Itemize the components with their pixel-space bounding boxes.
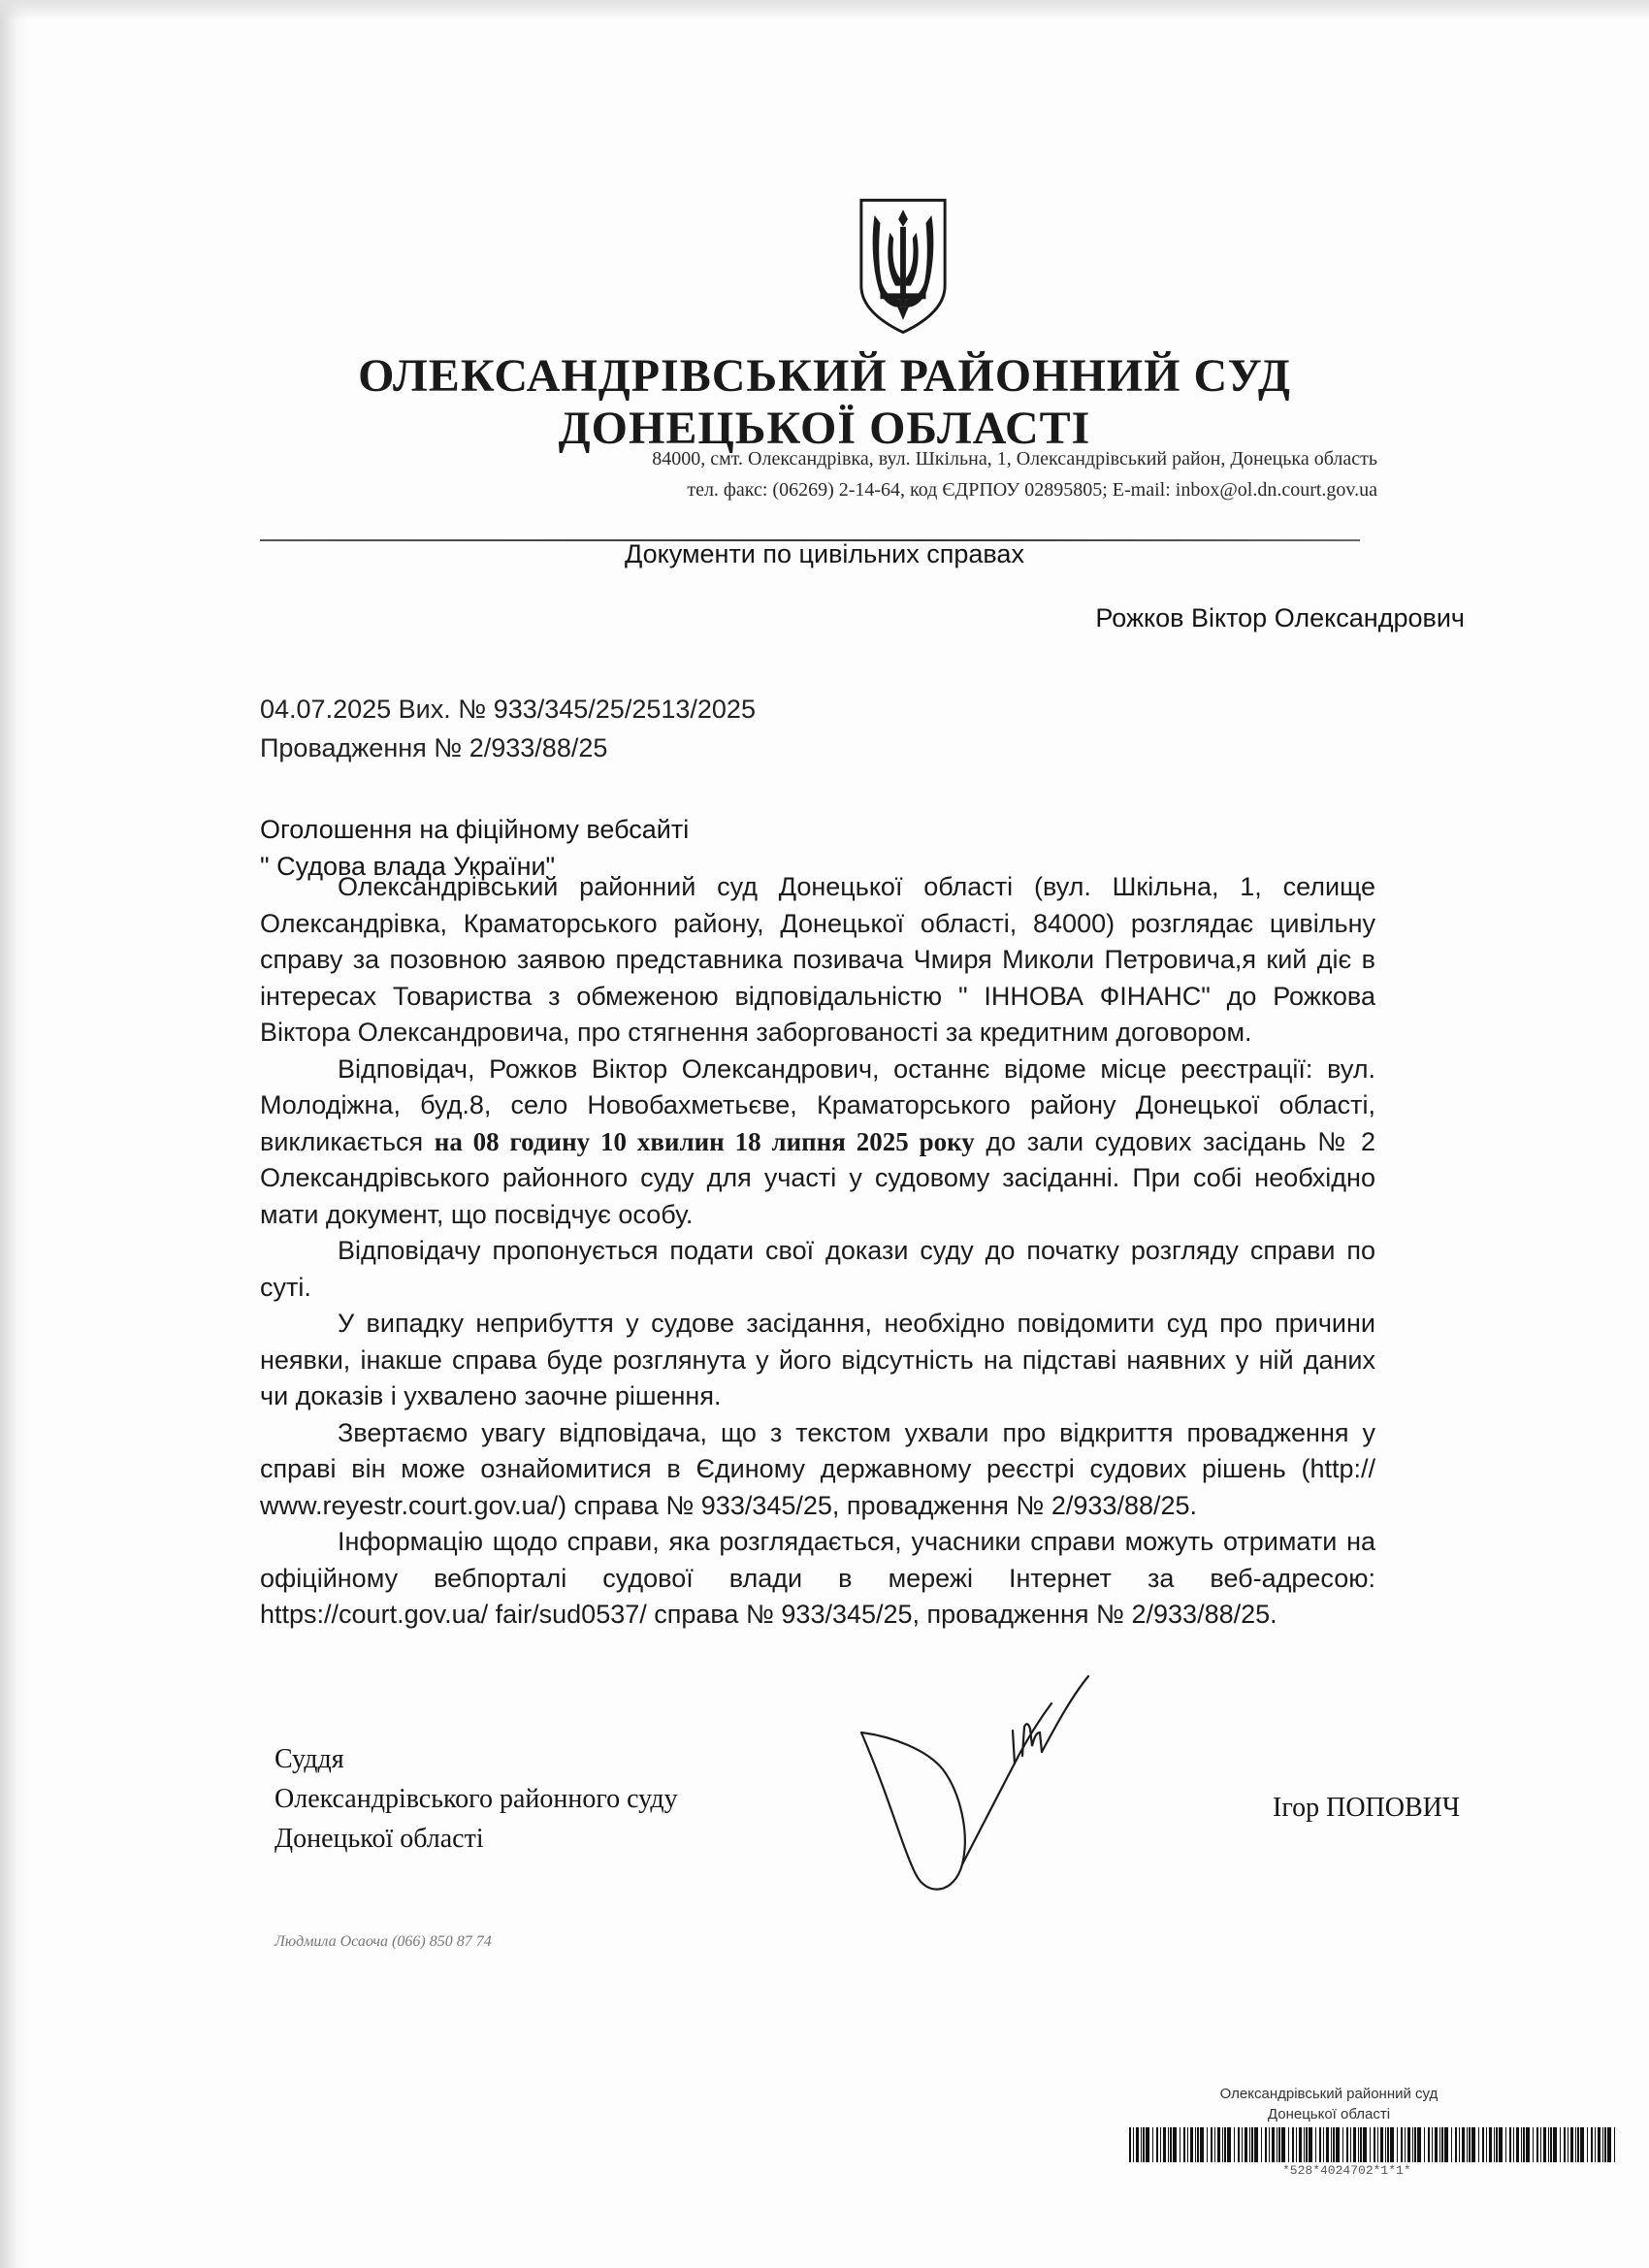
barcode-bar: [1292, 2127, 1294, 2162]
barcode-bar: [1407, 2127, 1410, 2162]
barcode-bar: [1309, 2127, 1312, 2162]
court-contacts: тел. факс: (06269) 2-14-64, код ЄДРПОУ 02895805; E-mail: inbox@ol.dn.court.gov.ua: [687, 479, 1377, 501]
handwritten-signature-icon: [834, 1669, 1145, 1921]
notice-subtitle: " Судова влада України": [260, 852, 556, 881]
barcode-bar: [1370, 2127, 1371, 2162]
barcode-bar: [1377, 2127, 1378, 2162]
paragraph-absence: У випадку неприбуття у судове засідання, необхідно повідомити суд про причини неявки, інакше справа буде розглянута у його відсутність на підставі наявних у ній даних чи доказів і ухвалено заочне рішення.: [260, 1309, 1375, 1410]
barcode-bar: [1513, 2127, 1514, 2162]
ukraine-trident-icon: [856, 194, 951, 338]
barcode-bar: [1249, 2127, 1250, 2162]
barcode-bar: [1417, 2127, 1421, 2162]
barcode-bar: [1607, 2127, 1611, 2162]
barcode-bar: [1163, 2127, 1166, 2162]
barcode-bar: [1521, 2127, 1522, 2162]
barcode-bar: [1602, 2127, 1603, 2162]
barcode-bar: [1353, 2127, 1356, 2162]
barcode-bar: [1509, 2127, 1511, 2162]
barcode-bar: [1516, 2127, 1519, 2162]
barcode-bar: [1587, 2127, 1588, 2162]
barcode-bar: [1604, 2127, 1606, 2162]
barcode-bar: [1200, 2127, 1204, 2162]
notice-body: [260, 869, 1375, 1634]
barcode-bar: [1346, 2127, 1348, 2162]
barcode-bar: [1251, 2127, 1253, 2162]
barcode-bar: [1387, 2127, 1389, 2162]
court-region: ДОНЕЦЬКОЇ ОБЛАСТІ: [558, 403, 1091, 454]
barcode-bar: [1435, 2127, 1438, 2162]
barcode-bar: [1217, 2127, 1220, 2162]
barcode-bar: [1331, 2127, 1332, 2162]
barcode-bar: [1374, 2127, 1375, 2162]
barcode-bar: [1575, 2127, 1576, 2162]
barcode-bar: [1146, 2127, 1149, 2162]
paragraph-summons: [260, 1052, 1375, 1234]
barcode-bar: [1234, 2127, 1235, 2162]
barcode-bar: [1471, 2127, 1475, 2162]
barcode-bar: [1441, 2127, 1443, 2162]
barcode-bar: [1390, 2127, 1394, 2162]
executor-contact: Людмила Осаоча (066) 850 87 74: [275, 1933, 492, 1950]
barcode-bar: [1141, 2127, 1142, 2162]
proceeding-number: Провадження № 2/933/88/25: [260, 733, 608, 762]
barcode-bar: [1299, 2127, 1302, 2162]
barcode-bar: [1133, 2127, 1134, 2162]
barcode-bar: [1412, 2127, 1413, 2162]
barcode-bar: [1550, 2127, 1552, 2162]
barcode-bar: [1533, 2127, 1534, 2162]
notice-title: Оголошення на фіційному вебсайті: [260, 815, 690, 844]
barcode-bar: [1540, 2127, 1541, 2162]
barcode-bar: [1170, 2127, 1172, 2162]
barcode-bar: [1526, 2127, 1530, 2162]
barcode-bar: [1482, 2127, 1484, 2162]
barcode-bar: [1278, 2127, 1280, 2162]
summons-text-start: Відповідач, Рожков Віктор Олександрович, останнє відоме місце реєстрації: вул. Молодіжна, буд.8, село Новобахметьєве, Краматорського району Донецької області, викликається: [260, 1053, 1375, 1156]
barcode-bar: [1224, 2127, 1226, 2162]
court-address: 84000, смт. Олександрівка, вул. Шкільна, 1, Олександрівський район, Донецька область: [652, 448, 1377, 470]
barcode-bar: [1197, 2127, 1199, 2162]
barcode-number: *528*4024702*1*1*: [1282, 2163, 1411, 2178]
barcode-bar: [1486, 2127, 1487, 2162]
barcode-bar: [1397, 2127, 1398, 2162]
barcode-bar: [1455, 2127, 1457, 2162]
barcode-bar: [1245, 2127, 1247, 2162]
barcode-bar: [1190, 2127, 1193, 2162]
barcode-bar: [1478, 2127, 1479, 2162]
barcode-bar: [1580, 2127, 1584, 2162]
barcode-bar: [1214, 2127, 1215, 2162]
barcode-bar: [1136, 2127, 1139, 2162]
barcode-bar: [1424, 2127, 1425, 2162]
barcode-bar: [1360, 2127, 1362, 2162]
barcode-bar: [1238, 2127, 1240, 2162]
barcode-bar: [1222, 2127, 1223, 2162]
judge-region: Донецької області: [275, 1824, 484, 1854]
barcode-bar: [1160, 2127, 1161, 2162]
barcode-bar: [1595, 2127, 1596, 2162]
outgoing-number: 04.07.2025 Вих. № 933/345/25/2513/2025: [260, 695, 756, 724]
barcode-bar: [1358, 2127, 1359, 2162]
barcode-bar: [1462, 2127, 1465, 2162]
barcode-bar: [1451, 2127, 1452, 2162]
barcode-bar: [1439, 2127, 1440, 2162]
barcode-bar: [1598, 2127, 1600, 2162]
barcode-bar: [1265, 2127, 1267, 2162]
summons-text-end: до зали судових засідань № 2 Олександрівського районного суду для участі у судовому засіданні. При собі необхідно мати документ, що посвідчує особу.: [260, 1126, 1376, 1229]
judge-court: Олександрівського районного суду: [275, 1784, 678, 1814]
barcode-bar: [1272, 2127, 1275, 2162]
barcode-bar: [1414, 2127, 1416, 2162]
barcode-bar: [1428, 2127, 1430, 2162]
barcode-bar: [1469, 2127, 1471, 2162]
barcode-bar: [1577, 2127, 1579, 2162]
barcode-bar: [1319, 2127, 1321, 2162]
barcode-bar: [1432, 2127, 1433, 2162]
barcode-bar: [1143, 2127, 1145, 2162]
barcode-bar: [1614, 2127, 1615, 2162]
barcode-bar: [1496, 2127, 1498, 2162]
barcode-bar: [1459, 2127, 1460, 2162]
barcode-bar: [1288, 2127, 1289, 2162]
barcode-bar: [1553, 2127, 1557, 2162]
barcode-bar: [1523, 2127, 1525, 2162]
barcode-bar: [1227, 2127, 1231, 2162]
scan-edge-shadow: [0, 0, 29, 2268]
barcode-bar: [1591, 2127, 1593, 2162]
barcode-bar: [1401, 2127, 1403, 2162]
barcode-bar: [1315, 2127, 1316, 2162]
barcode-bar: [1168, 2127, 1169, 2162]
barcode-bar: [1254, 2127, 1258, 2162]
barcode-bar: [1494, 2127, 1495, 2162]
barcode-bar: [1183, 2127, 1185, 2162]
paragraph-evidence: Відповідачу пропонується подати свої докази суду до початку розгляду справи по суті.: [260, 1236, 1375, 1302]
barcode-bar: [1499, 2127, 1503, 2162]
document-category: Документи по цивільних справах: [625, 539, 1024, 568]
barcode-bar: [1405, 2127, 1406, 2162]
barcode-bar: [1173, 2127, 1177, 2162]
barcode-bar: [1350, 2127, 1351, 2162]
barcode-bar: [1380, 2127, 1383, 2162]
stamp-court-name: Олександрівський районний суд: [1219, 2086, 1439, 2102]
barcode-bar: [1304, 2127, 1305, 2162]
barcode-bar: [1242, 2127, 1243, 2162]
barcode-bar: [1323, 2127, 1324, 2162]
barcode-icon: [1127, 2127, 1622, 2162]
barcode-bar: [1281, 2127, 1285, 2162]
barcode-bar: [1536, 2127, 1538, 2162]
stamp-court-region: Донецької області: [1267, 2106, 1391, 2122]
barcode-bar: [1444, 2127, 1448, 2162]
barcode-bar: [1560, 2127, 1561, 2162]
barcode-bar: [1336, 2127, 1340, 2162]
barcode-bar: [1156, 2127, 1158, 2162]
barcode-bar: [1385, 2127, 1386, 2162]
barcode-bar: [1211, 2127, 1212, 2162]
barcode-bar: [1342, 2127, 1343, 2162]
barcode-bar: [1543, 2127, 1546, 2162]
barcode-bar: [1548, 2127, 1549, 2162]
barcode-bar: [1152, 2127, 1153, 2162]
barcode-bar: [1306, 2127, 1308, 2162]
barcode-bar: [1505, 2127, 1506, 2162]
barcode-bar: [1129, 2127, 1131, 2162]
barcode-bar: [1187, 2127, 1188, 2162]
barcode-bar: [1269, 2127, 1270, 2162]
barcode-bar: [1195, 2127, 1196, 2162]
barcode-bar: [1489, 2127, 1492, 2162]
barcode-bar: [1570, 2127, 1573, 2162]
barcode-bar: [1333, 2127, 1335, 2162]
judge-title: [275, 1739, 678, 1859]
judge-position: Суддя: [275, 1744, 344, 1774]
paragraph-registry: Звертаємо увагу відповідача, що з текстом ухвали про відкриття провадження у справі він може ознайомитися в Єдиному державному реєстрі судових рішень (http:// www.reyestr.court.gov.ua/) справа № 933/345/25, провадження № 2/933/88/25.: [260, 1417, 1375, 1520]
addressee: Рожков Віктор Олександрович: [1095, 603, 1465, 632]
barcode-bar: [1467, 2127, 1468, 2162]
scan-top-shadow: [0, 0, 1649, 21]
hearing-datetime: на 08 годину 10 хвилин 18 липня 2025 року: [434, 1126, 975, 1156]
barcode-bar: [1207, 2127, 1208, 2162]
judge-name: Ігор ПОПОВИЧ: [1273, 1793, 1461, 1823]
paragraph-web-portal: Інформацію щодо справи, яка розглядається, учасники справи можуть отримати на офіційному вебпорталі судової влади в мережі Інтернет за веб-адресою: https://court.gov.ua/ fair/sud0537/ справа № 933/345/25, провадження № 2/933/88/25.: [260, 1527, 1375, 1629]
barcode-bar: [1261, 2127, 1262, 2162]
barcode-bar: [1564, 2127, 1566, 2162]
barcode-bar: [1296, 2127, 1297, 2162]
paragraph-case-description: Олександрівський районний суд Донецької області (вул. Шкільна, 1, селище Олександрівка, Краматорського району, Донецької області, 84000) розглядає цивільну справу за позовною заявою представника позивача Чмиря Миколи Петровича,я кий діє в інтересах Товариства з обмеженою відповідальністю " ІННОВА ФІНАНС" до Рожкова Віктора Олександровича, про стягнення заборгованості за кредитним договором.: [260, 872, 1375, 1047]
barcode-bar: [1326, 2127, 1329, 2162]
barcode-bar: [1363, 2127, 1367, 2162]
court-name: ОЛЕКСАНДРІВСЬКИЙ РАЙОННИЙ СУД: [358, 350, 1291, 402]
